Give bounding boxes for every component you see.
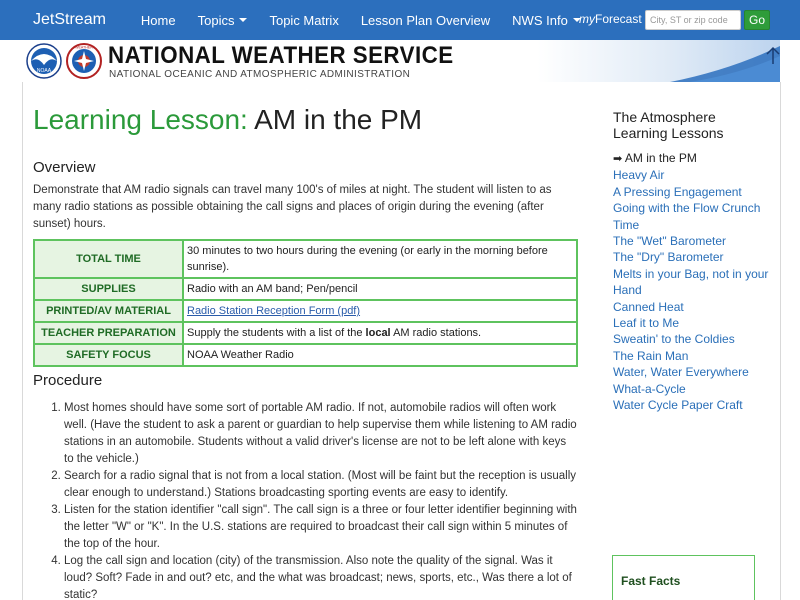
table-row bbox=[34, 344, 577, 366]
table-row bbox=[34, 278, 577, 300]
nav-nws-info-label: NWS Info bbox=[512, 12, 568, 28]
overview-heading: Overview bbox=[33, 159, 96, 176]
nws-logo-text: WEATHER bbox=[75, 45, 93, 50]
fast-facts-title: Fast Facts bbox=[621, 574, 681, 588]
sidebar-item-leaf-it-to-me[interactable]: Leaf it to Me bbox=[613, 316, 680, 331]
banner-swoosh-graphic bbox=[670, 40, 780, 82]
nav-topics-label: Topics bbox=[197, 12, 235, 28]
nws-logo-icon[interactable] bbox=[66, 43, 102, 79]
nav-topic-matrix[interactable] bbox=[258, 13, 349, 28]
myforecast-italic: my bbox=[579, 12, 595, 26]
table-row bbox=[34, 300, 577, 322]
go-button[interactable]: Go bbox=[744, 10, 770, 30]
nav-home-label: Home bbox=[140, 12, 176, 28]
sidebar-item-label: AM in the PM bbox=[624, 151, 697, 165]
sidebar-heading: The Atmosphere Learning Lessons bbox=[613, 109, 724, 141]
teacher-prep-text-2: AM radio stations. bbox=[390, 327, 482, 339]
teacher-preparation-value bbox=[183, 322, 577, 344]
printed-material-label: PRINTED/AV MATERIAL bbox=[34, 300, 183, 322]
nav-lesson-plan-label: Lesson Plan Overview bbox=[360, 12, 491, 28]
myforecast-rest: Forecast bbox=[595, 12, 642, 26]
page-title-prefix: Learning Lesson: bbox=[33, 104, 248, 135]
teacher-preparation-label: TEACHER PREPARATION bbox=[34, 322, 183, 344]
sidebar-item-melts-in-your-bag[interactable]: Melts in your Bag, not in your Hand bbox=[613, 266, 769, 298]
procedure-heading: Procedure bbox=[33, 372, 103, 389]
sidebar-item-canned-heat[interactable]: Canned Heat bbox=[613, 299, 684, 314]
nav-lesson-plan-overview[interactable] bbox=[350, 13, 501, 28]
nws-banner bbox=[22, 40, 780, 82]
sidebar-item-am-in-the-pm[interactable] bbox=[613, 150, 773, 167]
sidebar-item-dry-barometer[interactable]: The "Dry" Barometer bbox=[613, 250, 724, 265]
procedure-step: 2. Search for a radio signal that is not from a local station. (Most will be faint but the reception is usually clear enough to understand.) Stations broadcasting sporting events are easy to identify. bbox=[64, 468, 578, 502]
lesson-info-table bbox=[33, 239, 578, 367]
overview-text: Demonstrate that AM radio signals can travel many 100's of miles at night. The student will listen to as many radio stations as possible obtaining the call signs and places of origin during the evening (after sunset) hours. bbox=[33, 184, 552, 230]
supplies-label: SUPPLIES bbox=[34, 278, 183, 300]
total-time-label: TOTAL TIME bbox=[34, 240, 183, 278]
noaa-subtitle: NATIONAL OCEANIC AND ATMOSPHERIC ADMINISTRATION bbox=[109, 69, 411, 80]
myforecast-label bbox=[579, 12, 642, 26]
teacher-prep-text-1: Supply the students with a list of the bbox=[187, 327, 366, 339]
arrow-right-icon: ➡ bbox=[613, 153, 623, 165]
table-row bbox=[34, 240, 577, 278]
sidebar-item-going-with-the-flow[interactable]: Going with the Flow Crunch Time bbox=[613, 201, 761, 232]
sidebar-item-sweatin-to-the-coldies[interactable]: Sweatin' to the Coldies bbox=[613, 332, 735, 347]
sidebar-item-water-cycle-paper-craft[interactable]: Water Cycle Paper Craft bbox=[613, 398, 743, 413]
procedure-step: 4. Log the call sign and location (city) of the transmission. Also note the quality of the signal. Was it loud? Soft? Fade in and out? etc, and the what was broadcast; news, sports, etc., Was there a lot of static? bbox=[64, 553, 578, 600]
sidebar-item-heavy-air[interactable]: Heavy Air bbox=[613, 168, 665, 183]
procedure-list bbox=[64, 400, 578, 600]
teacher-prep-bold: local bbox=[365, 327, 391, 339]
nws-title: NATIONAL WEATHER SERVICE bbox=[108, 42, 454, 69]
chevron-down-icon bbox=[239, 18, 247, 22]
table-row bbox=[34, 322, 577, 344]
nav-topic-matrix-label: Topic Matrix bbox=[269, 12, 339, 28]
sidebar-item-pressing-engagement[interactable]: A Pressing Engagement bbox=[613, 184, 742, 199]
nav-home[interactable] bbox=[130, 13, 187, 28]
sidebar-item-the-rain-man[interactable]: The Rain Man bbox=[613, 348, 689, 363]
content-left-border bbox=[22, 82, 23, 600]
content-right-border bbox=[780, 82, 781, 600]
noaa-logo-text: NOAA bbox=[36, 68, 52, 74]
top-nav bbox=[0, 0, 800, 40]
sidebar-lesson-list bbox=[613, 150, 773, 414]
printed-material-cell bbox=[183, 300, 577, 322]
procedure-step: 1. Most homes should have some sort of portable AM radio. If not, automobile radios will often work well. (Have the student to ask a parent or guardian to help supervise them while listening to AM radio stations in an automobile. Students without a valid driver's license are not to be left alone with keys to the vehicle.) bbox=[64, 400, 578, 468]
total-time-value: 30 minutes to two hours during the evening (or early in the morning before sunrise). bbox=[183, 240, 577, 278]
sidebar-item-what-a-cycle[interactable]: What-a-Cycle bbox=[613, 381, 686, 396]
brand-link[interactable]: JetStream bbox=[33, 11, 106, 28]
reception-form-link[interactable]: Radio Station Reception Form (pdf) bbox=[187, 305, 361, 317]
safety-focus-value: NOAA Weather Radio bbox=[183, 344, 577, 366]
forecast-search-input[interactable] bbox=[645, 10, 741, 30]
safety-focus-label: SAFETY FOCUS bbox=[34, 344, 183, 366]
nav-topics[interactable] bbox=[187, 13, 259, 28]
page-title-main: AM in the PM bbox=[254, 104, 423, 135]
sidebar-item-wet-barometer[interactable]: The "Wet" Barometer bbox=[613, 234, 727, 249]
noaa-logo-icon[interactable] bbox=[26, 43, 62, 79]
supplies-value: Radio with an AM band; Pen/pencil bbox=[183, 278, 577, 300]
fast-facts-box bbox=[612, 555, 755, 600]
procedure-step: 3. Listen for the station identifier "call sign". The call sign is a three or four letter identifier beginning with the letter "W" or "K". In the U.S. stations are required to broadcast their call sign within 5 minutes of the top of the hour. bbox=[64, 502, 578, 553]
sidebar-item-water-everywhere[interactable]: Water, Water Everywhere bbox=[613, 365, 749, 380]
page-title bbox=[33, 104, 422, 136]
